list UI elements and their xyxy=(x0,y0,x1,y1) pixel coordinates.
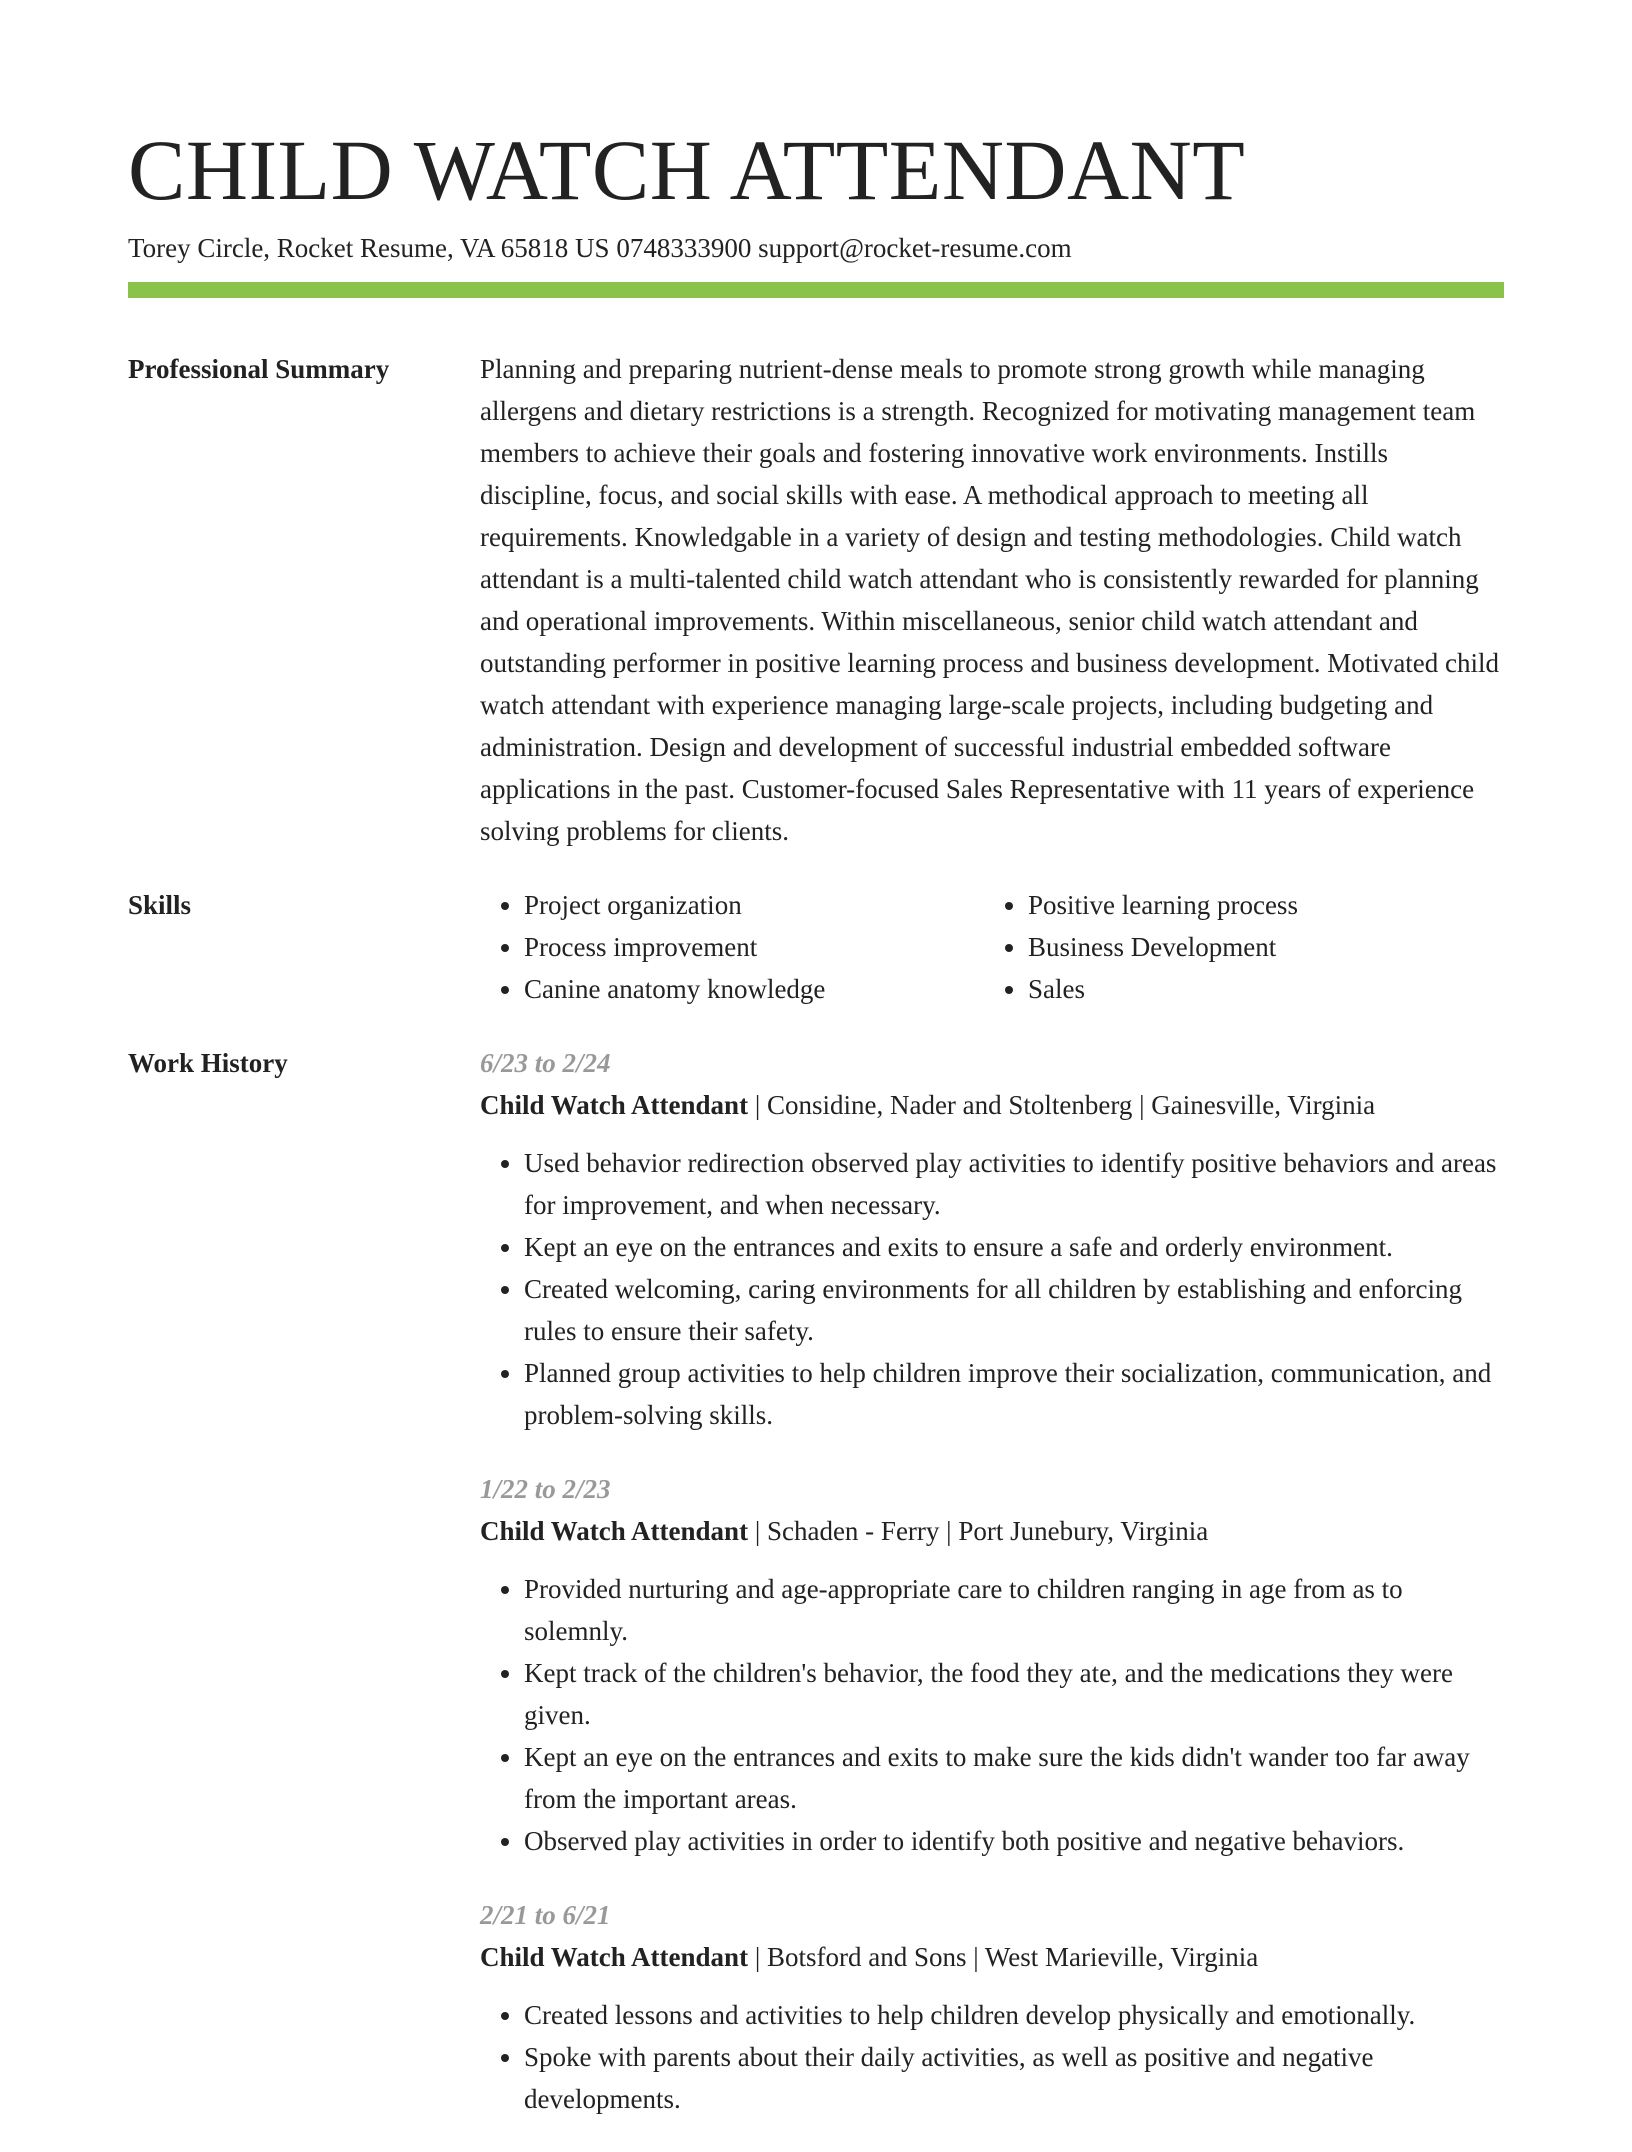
job-bullet: • Kept an eye on the entrances and exits to ensure a safe and orderly environment. xyxy=(524,1226,1504,1268)
job-details: | Considine, Nader and Stoltenberg | Gainesville, Virginia xyxy=(748,1090,1376,1120)
job-heading xyxy=(480,1084,1504,1126)
job-bullets xyxy=(480,1142,1504,1436)
skill-item: • Business Development xyxy=(1028,926,1488,968)
contact-info: Torey Circle, Rocket Resume, VA 65818 US 0748333900 support@rocket-resume.com xyxy=(128,233,1072,263)
job-date: 6/23 to 2/24 xyxy=(480,1048,611,1078)
section-label-skills: Skills xyxy=(128,890,192,920)
summary-text: Planning and preparing nutrient-dense meals to promote strong growth while managing allergens and dietary restrictions is a strength. Recognized for motivating management team members to achieve their goals and fostering innovative work environments. Instills discipline, focus, and social skills with ease. A methodical approach to meeting all requirements. Knowledgable in a variety of design and testing methodologies. Child watch attendant is a multi-talented child watch attendant who is consistently rewarded for planning and operational improvements. Within miscellaneous, senior child watch attendant and outstanding performer in positive learning process and business development. Motivated child watch attendant with experience managing large-scale projects, including budgeting and administration. Design and development of successful industrial embedded software applications in the past. Customer-focused Sales Representative with 11 years of experience solving problems for clients. xyxy=(480,354,1500,846)
summary-section xyxy=(128,348,1504,852)
job-entry xyxy=(480,1468,1504,1862)
skill-item: • Positive learning process xyxy=(1028,884,1488,926)
job-title: Child Watch Attendant xyxy=(480,1942,749,1972)
job-details: | Schaden - Ferry | Port Junebury, Virginia xyxy=(748,1516,1209,1546)
job-bullet: • Kept an eye on the entrances and exits to make sure the kids didn't wander too far away from the important areas. xyxy=(524,1736,1504,1820)
skill-item: • Project organization xyxy=(524,884,984,926)
job-bullet: • Planned group activities to help children improve their socialization, communication, and problem-solving skills. xyxy=(524,1352,1504,1436)
accent-divider xyxy=(128,282,1504,298)
job-bullets xyxy=(480,1568,1504,1862)
section-label-work: Work History xyxy=(128,1048,288,1078)
job-details: | Botsford and Sons | West Marieville, Virginia xyxy=(748,1942,1259,1972)
job-entry xyxy=(480,1894,1504,2120)
job-bullet: • Provided nurturing and age-appropriate care to children ranging in age from as to solemnly. xyxy=(524,1568,1504,1652)
job-heading xyxy=(480,1510,1504,1552)
skills-column-2 xyxy=(984,884,1488,1010)
job-title: Child Watch Attendant xyxy=(480,1516,749,1546)
job-bullet: • Spoke with parents about their daily activities, as well as positive and negative developments. xyxy=(524,2036,1504,2120)
job-bullet: • Created lessons and activities to help children develop physically and emotionally. xyxy=(524,1994,1504,2036)
skill-item: • Canine anatomy knowledge xyxy=(524,968,984,1010)
skills-column-1 xyxy=(480,884,984,1010)
skill-item: • Sales xyxy=(1028,968,1488,1010)
skill-item: • Process improvement xyxy=(524,926,984,968)
job-bullet: • Used behavior redirection observed play activities to identify positive behaviors and areas for improvement, and when necessary. xyxy=(524,1142,1504,1226)
skills-section xyxy=(128,884,1504,1010)
job-heading xyxy=(480,1936,1504,1978)
job-date: 1/22 to 2/23 xyxy=(480,1474,611,1504)
job-bullet: • Observed play activities in order to identify both positive and negative behaviors. xyxy=(524,1820,1504,1862)
job-bullet: • Kept track of the children's behavior, the food they ate, and the medications they were given. xyxy=(524,1652,1504,1736)
resume-page xyxy=(128,0,1504,2152)
job-bullet: • Created welcoming, caring environments for all children by establishing and enforcing rules to ensure their safety. xyxy=(524,1268,1504,1352)
job-title: Child Watch Attendant xyxy=(480,1090,749,1120)
resume-title: CHILD WATCH ATTENDANT xyxy=(128,122,1246,218)
job-entry xyxy=(480,1042,1504,1436)
job-date: 2/21 to 6/21 xyxy=(480,1900,611,1930)
section-label-summary: Professional Summary xyxy=(128,354,390,384)
job-bullets xyxy=(480,1994,1504,2120)
work-history-section xyxy=(128,1042,1504,2152)
